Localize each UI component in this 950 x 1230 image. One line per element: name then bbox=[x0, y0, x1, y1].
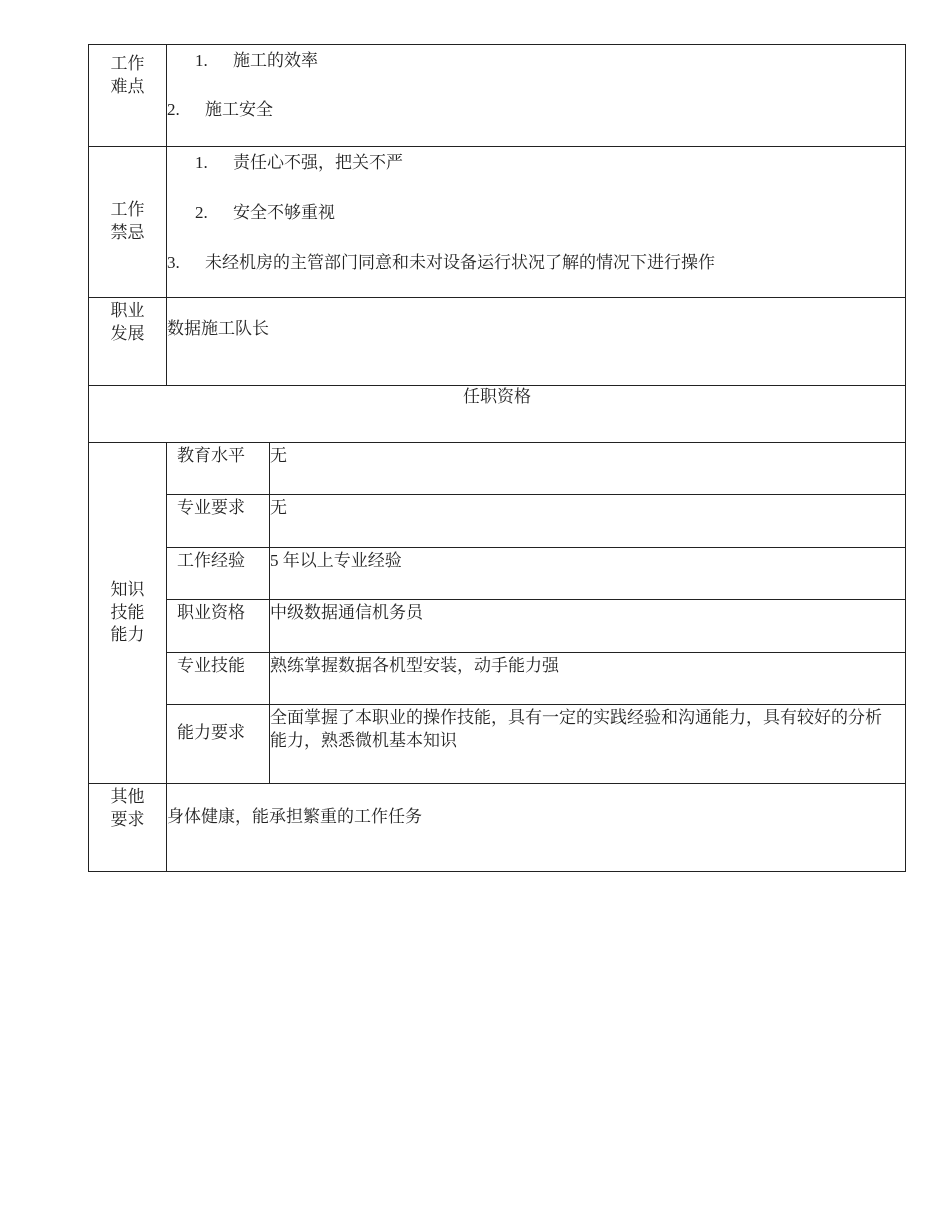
other-requirements-value bbox=[167, 784, 906, 872]
label-work-difficulties bbox=[89, 45, 167, 147]
skills-value-major: 无 bbox=[270, 495, 906, 548]
list-number: 2. bbox=[195, 203, 208, 222]
skills-row bbox=[89, 705, 906, 784]
work-taboos-content bbox=[167, 147, 906, 298]
row-work-taboos bbox=[89, 147, 906, 298]
skills-row bbox=[89, 548, 906, 600]
list-number: 2. bbox=[167, 100, 180, 119]
label-line: 其他 bbox=[110, 787, 145, 806]
list-item bbox=[167, 147, 905, 197]
row-other-requirements bbox=[89, 784, 906, 872]
label-knowledge-skills-ability bbox=[89, 443, 167, 784]
skills-label-certification: 职业资格 bbox=[167, 600, 270, 653]
skills-value-experience: 5 年以上专业经验 bbox=[270, 548, 906, 600]
skills-value-education: 无 bbox=[270, 443, 906, 495]
job-description-table bbox=[88, 44, 906, 872]
other-requirements-text: 身体健康，能承担繁重的工作任务 bbox=[167, 807, 422, 826]
list-text: 未经机房的主管部门同意和未对设备运行状况了解的情况下进行操作 bbox=[205, 253, 715, 272]
career-development-value bbox=[167, 298, 906, 386]
label-other-requirements bbox=[89, 784, 167, 872]
list-number: 1. bbox=[195, 153, 208, 172]
qualification-heading: 任职资格 bbox=[89, 386, 906, 443]
skills-label-professional-skills: 专业技能 bbox=[167, 653, 270, 705]
row-work-difficulties bbox=[89, 45, 906, 147]
skills-label-experience: 工作经验 bbox=[167, 548, 270, 600]
list-number: 3. bbox=[167, 253, 180, 272]
skills-row bbox=[89, 495, 906, 548]
row-career-development bbox=[89, 298, 906, 386]
list-number: 1. bbox=[195, 51, 208, 70]
label-line: 工作 bbox=[110, 54, 145, 73]
list-item bbox=[167, 45, 905, 94]
label-line: 知识 bbox=[110, 579, 145, 599]
label-line: 工作 bbox=[110, 200, 145, 220]
skills-row bbox=[89, 600, 906, 653]
label-line: 职业 bbox=[110, 301, 145, 320]
skills-label-ability: 能力要求 bbox=[167, 705, 270, 784]
label-work-taboos bbox=[89, 147, 167, 298]
label-career-development bbox=[89, 298, 167, 386]
career-text: 数据施工队长 bbox=[167, 319, 269, 338]
label-line: 发展 bbox=[110, 323, 145, 343]
skills-value-ability: 全面掌握了本职业的操作技能，具有一定的实践经验和沟通能力，具有较好的分析能力，熟悉微机基本知识 bbox=[270, 705, 906, 784]
list-text: 施工的效率 bbox=[233, 51, 318, 70]
list-text: 责任心不强，把关不严 bbox=[233, 153, 403, 172]
skills-row bbox=[89, 653, 906, 705]
list-text: 安全不够重视 bbox=[233, 203, 335, 222]
skills-row bbox=[89, 443, 906, 495]
label-line: 难点 bbox=[110, 76, 145, 96]
label-line: 禁忌 bbox=[110, 223, 145, 242]
list-text: 施工安全 bbox=[205, 100, 273, 119]
list-item bbox=[167, 247, 905, 297]
skills-label-education: 教育水平 bbox=[167, 443, 270, 495]
label-line: 技能 bbox=[110, 602, 145, 622]
skills-value-professional-skills: 熟练掌握数据各机型安装，动手能力强 bbox=[270, 653, 906, 705]
skills-value-certification: 中级数据通信机务员 bbox=[270, 600, 906, 653]
skills-label-major: 专业要求 bbox=[167, 495, 270, 548]
work-difficulties-content bbox=[167, 45, 906, 147]
list-item bbox=[167, 94, 905, 144]
row-qualification-heading bbox=[89, 386, 906, 443]
label-line: 要求 bbox=[110, 809, 145, 829]
label-line: 能力 bbox=[110, 625, 145, 645]
list-item bbox=[167, 197, 905, 247]
